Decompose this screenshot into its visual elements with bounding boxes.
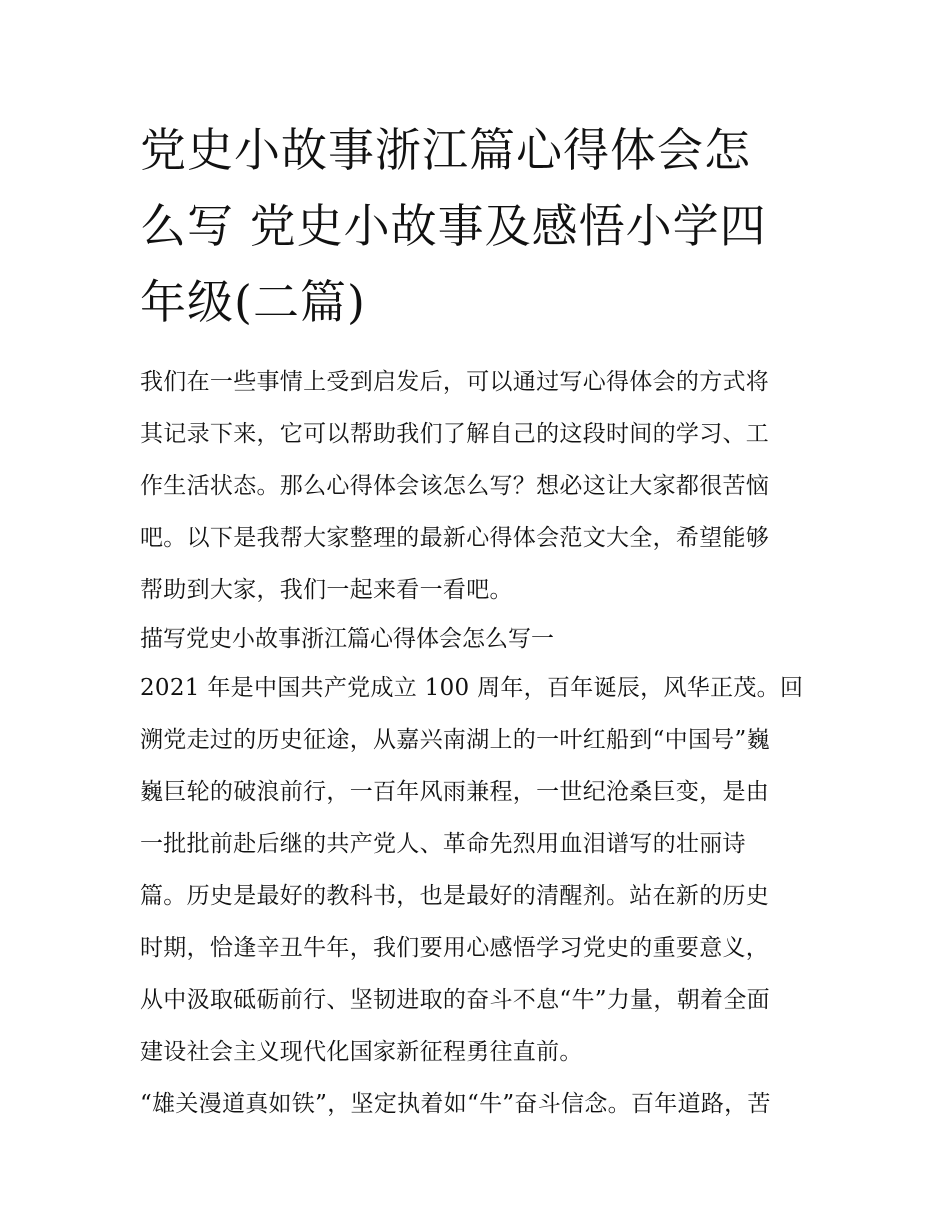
paragraph-line: 巍巨轮的破浪前行，一百年风雨兼程，一世纪沧桑巨变，是由 bbox=[140, 779, 770, 805]
intro-line: 其记录下来，它可以帮助我们了解自己的这段时间的学习、工 bbox=[140, 421, 770, 447]
paragraph-line: 从中汲取砥砺前行、坚韧进取的奋斗不息“牛”力量，朝着全面 bbox=[140, 987, 770, 1013]
paragraph-line: 篇。历史是最好的教科书，也是最好的清醒剂。站在新的历史 bbox=[140, 883, 770, 909]
paragraph-line: 时期，恰逢辛丑牛年，我们要用心感悟学习党史的重要意义， bbox=[140, 935, 770, 961]
document-title bbox=[140, 112, 812, 340]
document-content bbox=[140, 112, 812, 1130]
title-line: 么写 党史小故事及感悟小学四 bbox=[140, 199, 767, 253]
intro-line: 吧。以下是我帮大家整理的最新心得体会范文大全，希望能够 bbox=[140, 525, 770, 551]
intro-line: 作生活状态。那么心得体会该怎么写？想必这让大家都很苦恼 bbox=[140, 473, 770, 499]
intro-line: 我们在一些事情上受到启发后，可以通过写心得体会的方式将 bbox=[140, 369, 770, 395]
title-line: 党史小故事浙江篇心得体会怎 bbox=[140, 123, 751, 177]
paragraph-line: “雄关漫道真如铁”，坚定执着如“牛”奋斗信念。百年道路，苦 bbox=[140, 1091, 771, 1117]
body-paragraph-1 bbox=[140, 662, 812, 1078]
body-paragraph-2 bbox=[140, 1078, 812, 1130]
paragraph-line: 2021 年是中国共产党成立 100 周年，百年诞辰，风华正茂。回 bbox=[140, 675, 804, 701]
paragraph-line: 溯党走过的历史征途，从嘉兴南湖上的一叶红船到“中国号”巍 bbox=[140, 727, 770, 753]
intro-paragraph bbox=[140, 356, 812, 616]
title-line: 年级(二篇) bbox=[140, 275, 366, 329]
paragraph-line: 建设社会主义现代化国家新征程勇往直前。 bbox=[140, 1039, 583, 1065]
section-heading: 描写党史小故事浙江篇心得体会怎么写一 bbox=[140, 626, 554, 652]
intro-line: 帮助到大家，我们一起来看一看吧。 bbox=[140, 577, 513, 603]
paragraph-line: 一批批前赴后继的共产党人、革命先烈用血泪谱写的壮丽诗 bbox=[140, 831, 746, 857]
